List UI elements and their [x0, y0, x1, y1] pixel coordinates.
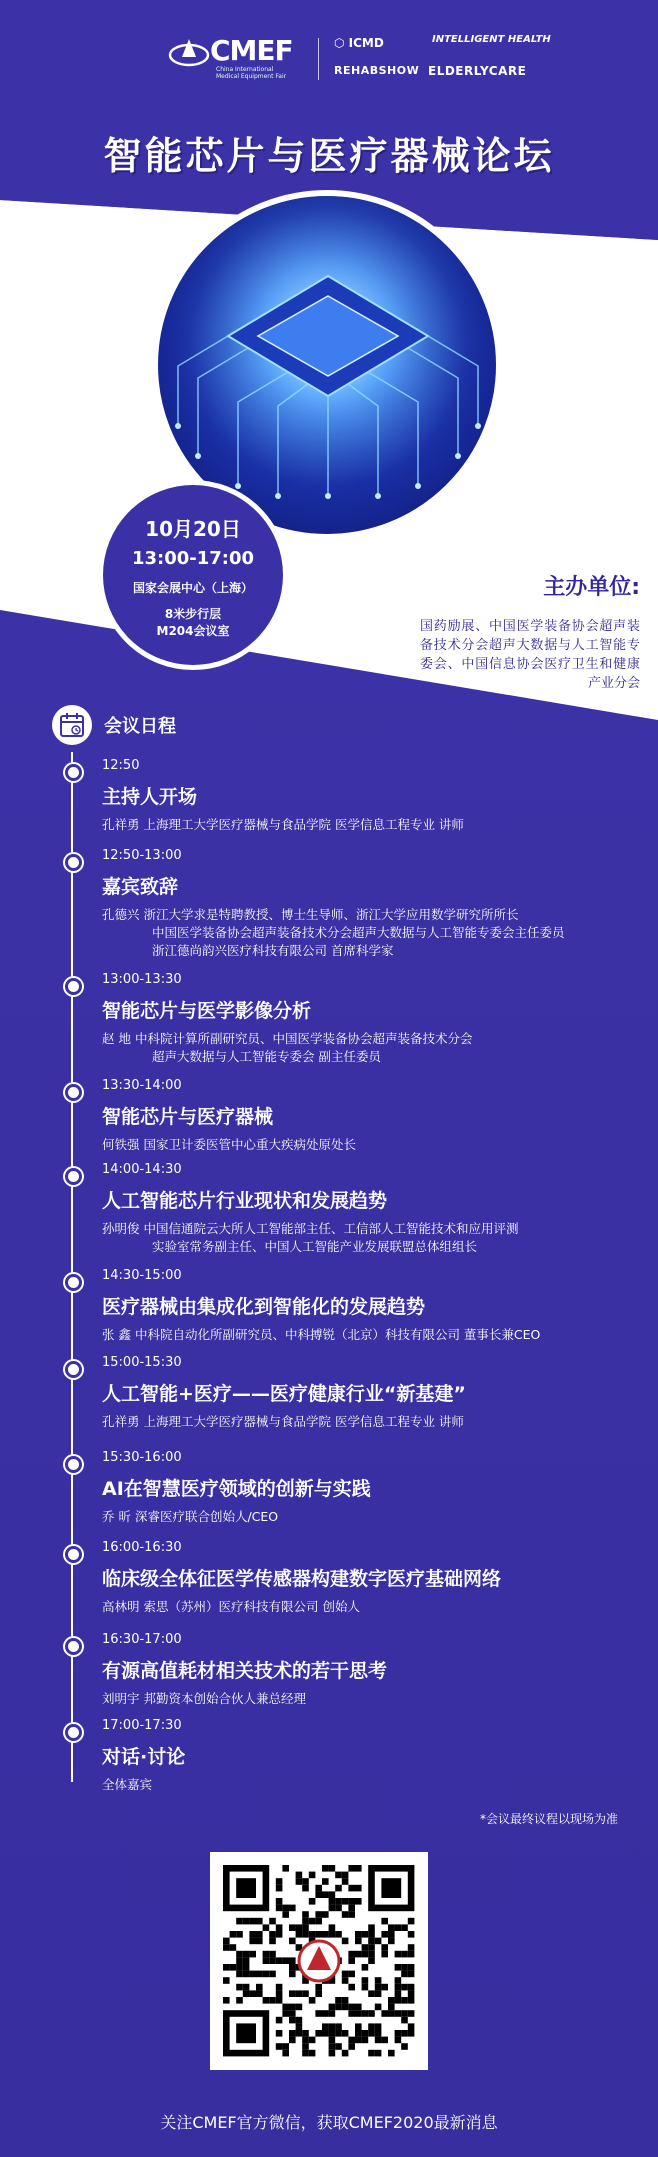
speaker-line: 超声大数据与人工智能专委会 副主任委员 — [152, 1049, 381, 1064]
schedule-speakers — [102, 906, 565, 960]
schedule-speakers — [102, 1413, 464, 1431]
schedule-time: 15:30-16:00 — [102, 1450, 182, 1465]
speaker-line: 孔祥勇 上海理工大学医疗器械与食品学院 医学信息工程专业 讲师 — [102, 1414, 464, 1429]
timeline-dot — [65, 1546, 82, 1563]
speaker-line: 高林明 索思（苏州）医疗科技有限公司 创始人 — [102, 1599, 360, 1614]
timeline-dot — [65, 1456, 82, 1473]
speaker-line: 赵 地 中科院计算所副研究员、中国医学装备协会超声装备技术分会 — [102, 1031, 473, 1046]
logo-divider — [318, 38, 319, 80]
schedule-title: 医疗器械由集成化到智能化的发展趋势 — [102, 1296, 426, 1318]
schedule-speakers — [102, 1508, 278, 1526]
timeline-dot — [65, 854, 82, 871]
cmef-subtitle: China International Medical Equipment Fair — [216, 66, 287, 80]
schedule-speakers — [102, 1598, 360, 1616]
speaker-line: 中国医学装备协会超声装备技术分会超声大数据与人工智能专委会主任委员 — [152, 925, 565, 940]
schedule-header — [52, 705, 176, 745]
speaker-line: 全体嘉宾 — [102, 1777, 153, 1792]
schedule-time: 16:00-16:30 — [102, 1540, 182, 1555]
page-title: 智能芯片与医疗器械论坛 — [103, 134, 555, 178]
elderlycare-logo: ELDERLYCARE — [428, 64, 527, 78]
speaker-line: 何铁强 国家卫计委医管中心重大疾病处原处长 — [102, 1137, 356, 1152]
schedule-title: 临床级全体征医学传感器构建数字医疗基础网络 — [102, 1568, 502, 1590]
event-hall: 8米步行层 — [164, 607, 222, 621]
schedule-speakers — [102, 816, 464, 834]
organizer-block — [420, 570, 640, 693]
speaker-line: 浙江德尚韵兴医疗科技有限公司 首席科学家 — [152, 943, 394, 958]
event-room: M204会议室 — [156, 624, 230, 638]
intelligent-health-logo: INTELLIGENT HEALTH — [432, 34, 551, 45]
schedule-speakers — [102, 1776, 152, 1794]
cmef-wordmark: CMEF — [210, 34, 293, 67]
calendar-icon — [52, 705, 92, 745]
timeline-dot — [65, 1638, 82, 1655]
qr-code[interactable] — [210, 1852, 428, 2070]
schedule-time: 16:30-17:00 — [102, 1632, 182, 1647]
organizer-label: 主办单位: — [543, 575, 640, 600]
schedule-title: 会议日程 — [104, 716, 176, 737]
schedule-speakers — [102, 1326, 540, 1344]
schedule-time: 12:50 — [102, 758, 140, 773]
schedule-time: 13:00-13:30 — [102, 972, 182, 987]
speaker-line: 实验室常务副主任、中国人工智能产业发展联盟总体组组长 — [152, 1239, 478, 1254]
event-location — [103, 606, 283, 640]
schedule-time: 12:50-13:00 — [102, 848, 182, 863]
speaker-line: 乔 昕 深睿医疗联合创始人/CEO — [102, 1509, 279, 1524]
icmd-hex-icon: ⬡ — [334, 36, 349, 50]
schedule-time: 17:00-17:30 — [102, 1718, 182, 1733]
schedule-title: 嘉宾致辞 — [102, 876, 179, 898]
cmef-logo — [168, 34, 293, 67]
speaker-line: 刘明宇 邦勤资本创始合伙人兼总经理 — [102, 1691, 306, 1706]
schedule-speakers — [102, 1030, 472, 1066]
schedule-title: 智能芯片与医学影像分析 — [102, 1000, 312, 1022]
footer-text: 关注CMEF官方微信，获取CMEF2020最新消息 — [160, 2113, 498, 2132]
schedule-note: *会议最终议程以现场为准 — [479, 1812, 618, 1826]
speaker-line: 孔祥勇 上海理工大学医疗器械与食品学院 医学信息工程专业 讲师 — [102, 817, 464, 832]
timeline-dot — [65, 978, 82, 995]
schedule-speakers — [102, 1136, 356, 1154]
schedule-title: AI在智慧医疗领域的创新与实践 — [102, 1478, 371, 1500]
timeline-dot — [65, 764, 82, 781]
rehabshow-logo: REHABSHOW — [334, 64, 420, 77]
event-venue: 国家会展中心（上海） — [132, 581, 253, 595]
schedule-time: 15:00-15:30 — [102, 1355, 182, 1370]
schedule-time: 14:00-14:30 — [102, 1162, 182, 1177]
qr-code-graphic — [210, 1852, 428, 2070]
schedule-speakers — [102, 1220, 518, 1256]
schedule-title: 主持人开场 — [102, 786, 198, 808]
event-time: 13:00-17:00 — [131, 548, 255, 569]
icmd-logo — [334, 36, 384, 50]
event-info-badge — [98, 480, 288, 670]
schedule-time: 14:30-15:00 — [102, 1268, 182, 1283]
icmd-wordmark: ICMD — [348, 36, 384, 50]
speaker-line: 孙明俊 中国信通院云大所人工智能部主任、工信部人工智能技术和应用评测 — [102, 1221, 519, 1236]
speaker-line: 张 鑫 中科院自动化所副研究员、中科搏锐（北京）科技有限公司 董事长兼CEO — [102, 1327, 541, 1342]
event-date: 10月20日 — [145, 517, 241, 541]
timeline-dot — [65, 1084, 82, 1101]
timeline-line — [71, 752, 73, 1782]
cmef-emblem-icon — [168, 35, 210, 67]
schedule-title: 人工智能+医疗——医疗健康行业“新基建” — [102, 1383, 466, 1405]
organizer-list: 国药励展、中国医学装备协会超声装备技术分会超声大数据与人工智能专委会、中国信息协会医疗卫生和健康产业分会 — [420, 619, 640, 691]
speaker-line: 孔德兴 浙江大学求是特聘教授、博士生导师、浙江大学应用数学研究所所长 — [102, 907, 519, 922]
schedule-title: 智能芯片与医疗器械 — [102, 1106, 274, 1128]
timeline-dot — [65, 1274, 82, 1291]
header-logos — [0, 30, 658, 90]
schedule-speakers — [102, 1690, 306, 1708]
schedule-title: 对话·讨论 — [102, 1746, 186, 1768]
schedule-time: 13:30-14:00 — [102, 1078, 182, 1093]
timeline-dot — [65, 1724, 82, 1741]
timeline-dot — [65, 1361, 82, 1378]
schedule-title: 人工智能芯片行业现状和发展趋势 — [102, 1190, 388, 1212]
timeline-dot — [65, 1168, 82, 1185]
schedule-title: 有源高值耗材相关技术的若干思考 — [102, 1660, 388, 1682]
